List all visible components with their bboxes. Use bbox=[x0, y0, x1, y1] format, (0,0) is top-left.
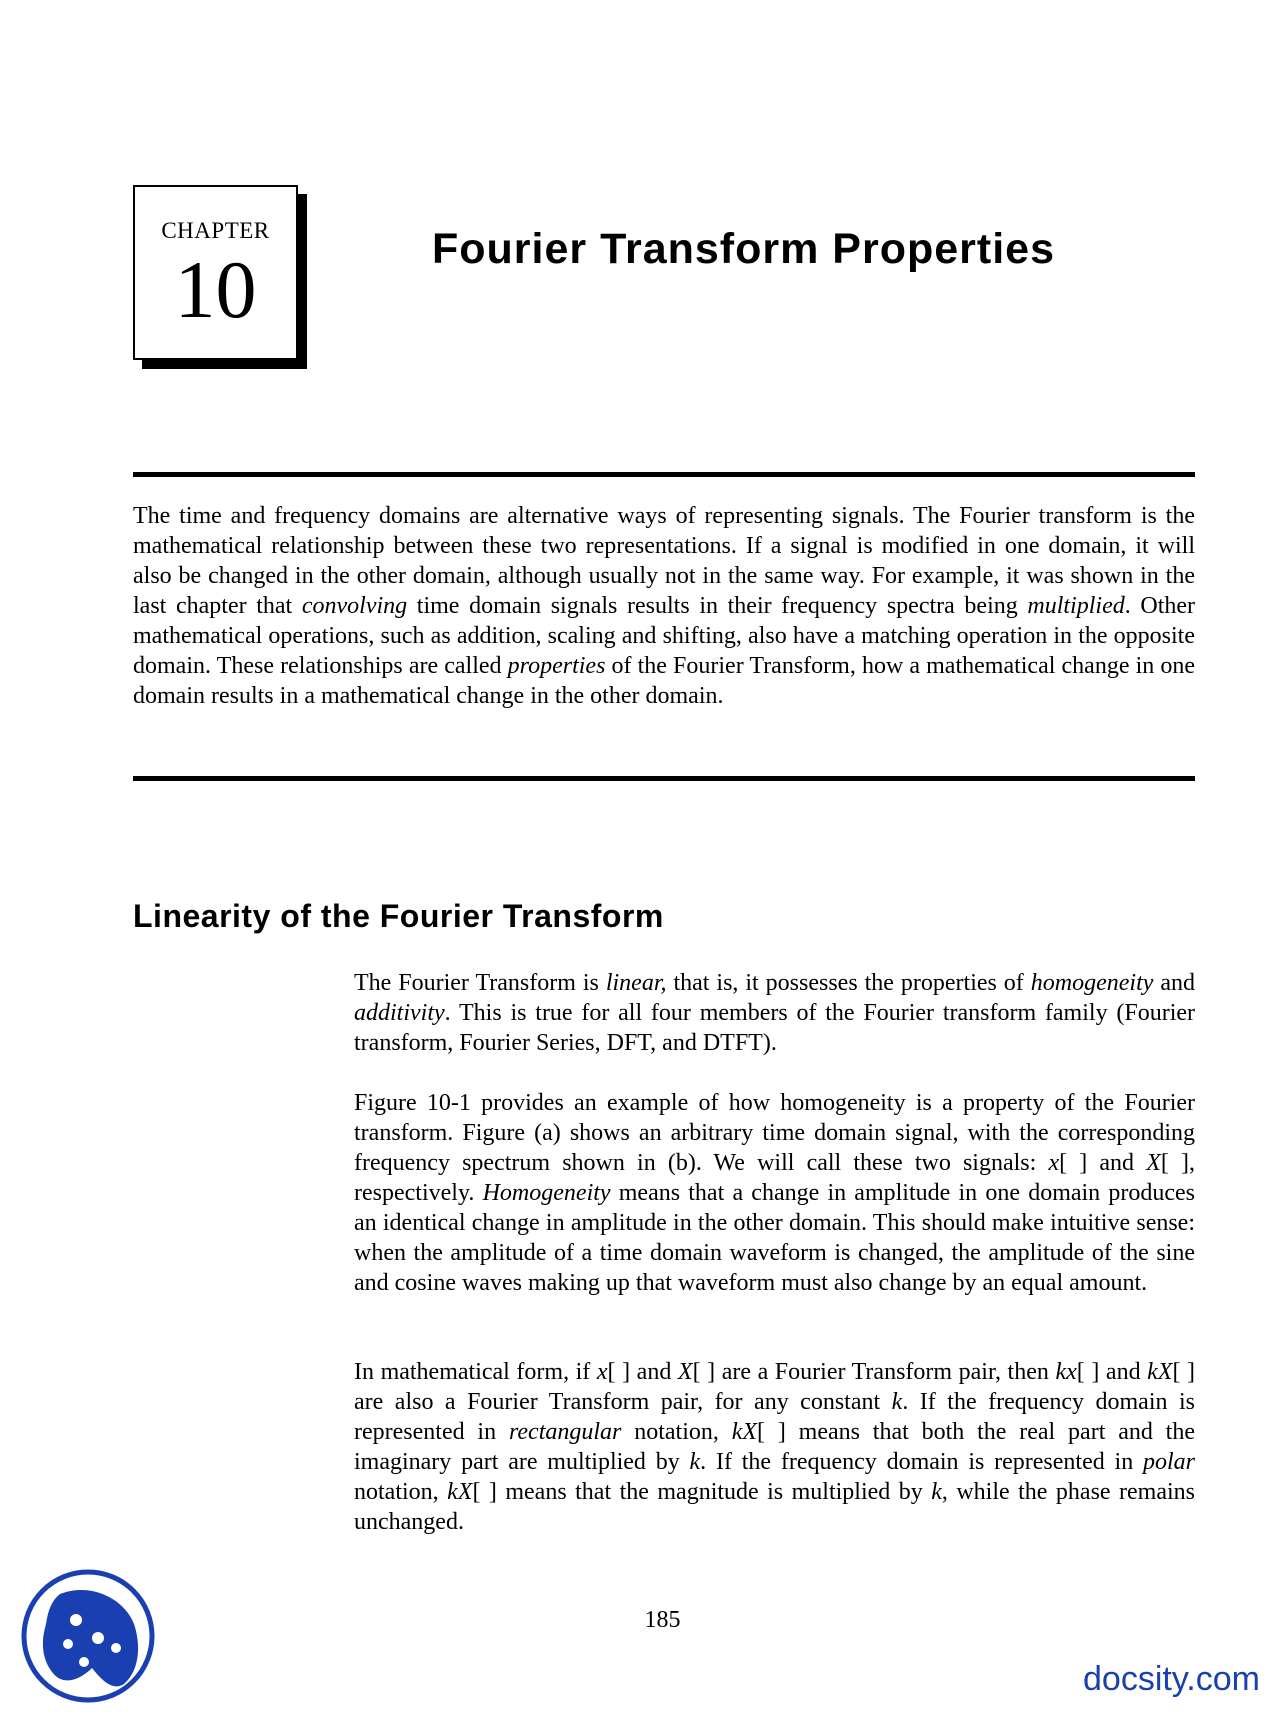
page-number: 185 bbox=[644, 1607, 681, 1633]
body-text: [ ] are a Fourier Transform pair, then bbox=[692, 1359, 1056, 1385]
body-text: [ ] and bbox=[1076, 1359, 1148, 1385]
paragraph-linearity bbox=[354, 968, 1195, 1058]
intro-text: . Other mathematical operations, such as addition, scaling and shifting, also have a matching operation in the opposite domain. These relationships are called bbox=[133, 593, 1196, 679]
body-emphasis: polar bbox=[1142, 1449, 1195, 1475]
intro-paragraph bbox=[133, 501, 1195, 711]
body-text: . If the frequency domain is represented in bbox=[354, 1389, 1195, 1445]
body-emphasis: kX bbox=[731, 1419, 758, 1445]
intro-text: time domain signals results in their frequency spectra being bbox=[407, 593, 1028, 619]
body-text: [ ], respectively. bbox=[354, 1150, 1196, 1206]
body-emphasis: kX bbox=[447, 1479, 473, 1505]
chapter-number: 10 bbox=[174, 244, 257, 335]
intro-emphasis: convolving bbox=[301, 593, 408, 619]
body-emphasis: x bbox=[596, 1359, 608, 1385]
body-text: notation, bbox=[354, 1479, 448, 1505]
intro-emphasis: properties bbox=[507, 653, 606, 679]
body-text: notation, bbox=[621, 1419, 732, 1445]
body-emphasis: k bbox=[689, 1449, 701, 1475]
body-text: Figure 10-1 provides an example of how homogeneity is a property of the Fourier transform. Figure (a) shows an arbitrary time domain signal, with the corresponding frequency spectrum shown in (b). We will call these two signals: bbox=[354, 1090, 1195, 1176]
body-text: and bbox=[1153, 970, 1195, 996]
chapter-title: Fourier Transform Properties bbox=[432, 225, 1055, 273]
body-emphasis: kX bbox=[1147, 1359, 1173, 1385]
chapter-label: CHAPTER bbox=[161, 218, 270, 243]
body-emphasis: rectangular bbox=[508, 1419, 622, 1445]
body-text: means that a change in amplitude in one domain produces an identical change in amplitude in the other domain. This should make intuitive sense: when the amplitude of a time domain waveform is changed, the amplitude of the sine and cosine waves making up that waveform must also change by an equal amount. bbox=[354, 1180, 1196, 1296]
paragraph-homogeneity bbox=[354, 1088, 1195, 1298]
body-emphasis: linear, bbox=[605, 970, 667, 996]
body-text: [ ] means that both the real part and the imaginary part are multiplied by bbox=[354, 1419, 1196, 1475]
body-emphasis: Homogeneity bbox=[482, 1180, 611, 1206]
body-emphasis: homogeneity bbox=[1030, 970, 1154, 996]
body-emphasis: X bbox=[1146, 1150, 1161, 1176]
body-text: [ ] are also a Fourier Transform pair, for any constant bbox=[354, 1359, 1196, 1415]
body-text: , while the phase remains unchanged. bbox=[354, 1479, 1195, 1535]
intro-emphasis: multiplied bbox=[1027, 593, 1125, 619]
body-emphasis: X bbox=[677, 1359, 693, 1385]
body-emphasis: k bbox=[931, 1479, 942, 1505]
paragraph-math-form bbox=[354, 1357, 1195, 1537]
body-text: [ ] means that the magnitude is multiplied by bbox=[472, 1479, 932, 1505]
bottom-rule bbox=[133, 776, 1195, 781]
chapter-box bbox=[133, 185, 298, 360]
body-text: that is, it possesses the properties of bbox=[666, 970, 1031, 996]
intro-text: The time and frequency domains are alternative ways of representing signals. The Fourier transform is the mathematical relationship between these two representations. If a signal is modified in one domain, it will also be changed in the other domain, although usually not in the same way. For example, it was shown in the last chapter that bbox=[133, 503, 1195, 619]
body-emphasis: kx bbox=[1055, 1359, 1077, 1385]
top-rule bbox=[133, 472, 1195, 477]
body-emphasis: additivity bbox=[354, 1000, 445, 1026]
body-text: . If the frequency domain is represented in bbox=[700, 1449, 1143, 1475]
intro-text: of the Fourier Transform, how a mathematical change in one domain results in a mathematical change in the other domain. bbox=[133, 653, 1195, 709]
body-text: [ ] and bbox=[1059, 1150, 1147, 1176]
body-text: In mathematical form, if bbox=[354, 1359, 597, 1385]
body-emphasis: k bbox=[891, 1389, 903, 1415]
body-text: . This is true for all four members of the Fourier transform family (Fourier transform, Fourier Series, DFT, and DTFT). bbox=[354, 1000, 1195, 1056]
brand-link[interactable]: docsity.com bbox=[1083, 1660, 1260, 1698]
body-text: The Fourier Transform is bbox=[354, 970, 606, 996]
body-emphasis: x bbox=[1048, 1150, 1060, 1176]
docsity-logo-icon[interactable] bbox=[20, 1568, 156, 1704]
section-heading: Linearity of the Fourier Transform bbox=[133, 898, 664, 934]
body-text: [ ] and bbox=[607, 1359, 678, 1385]
